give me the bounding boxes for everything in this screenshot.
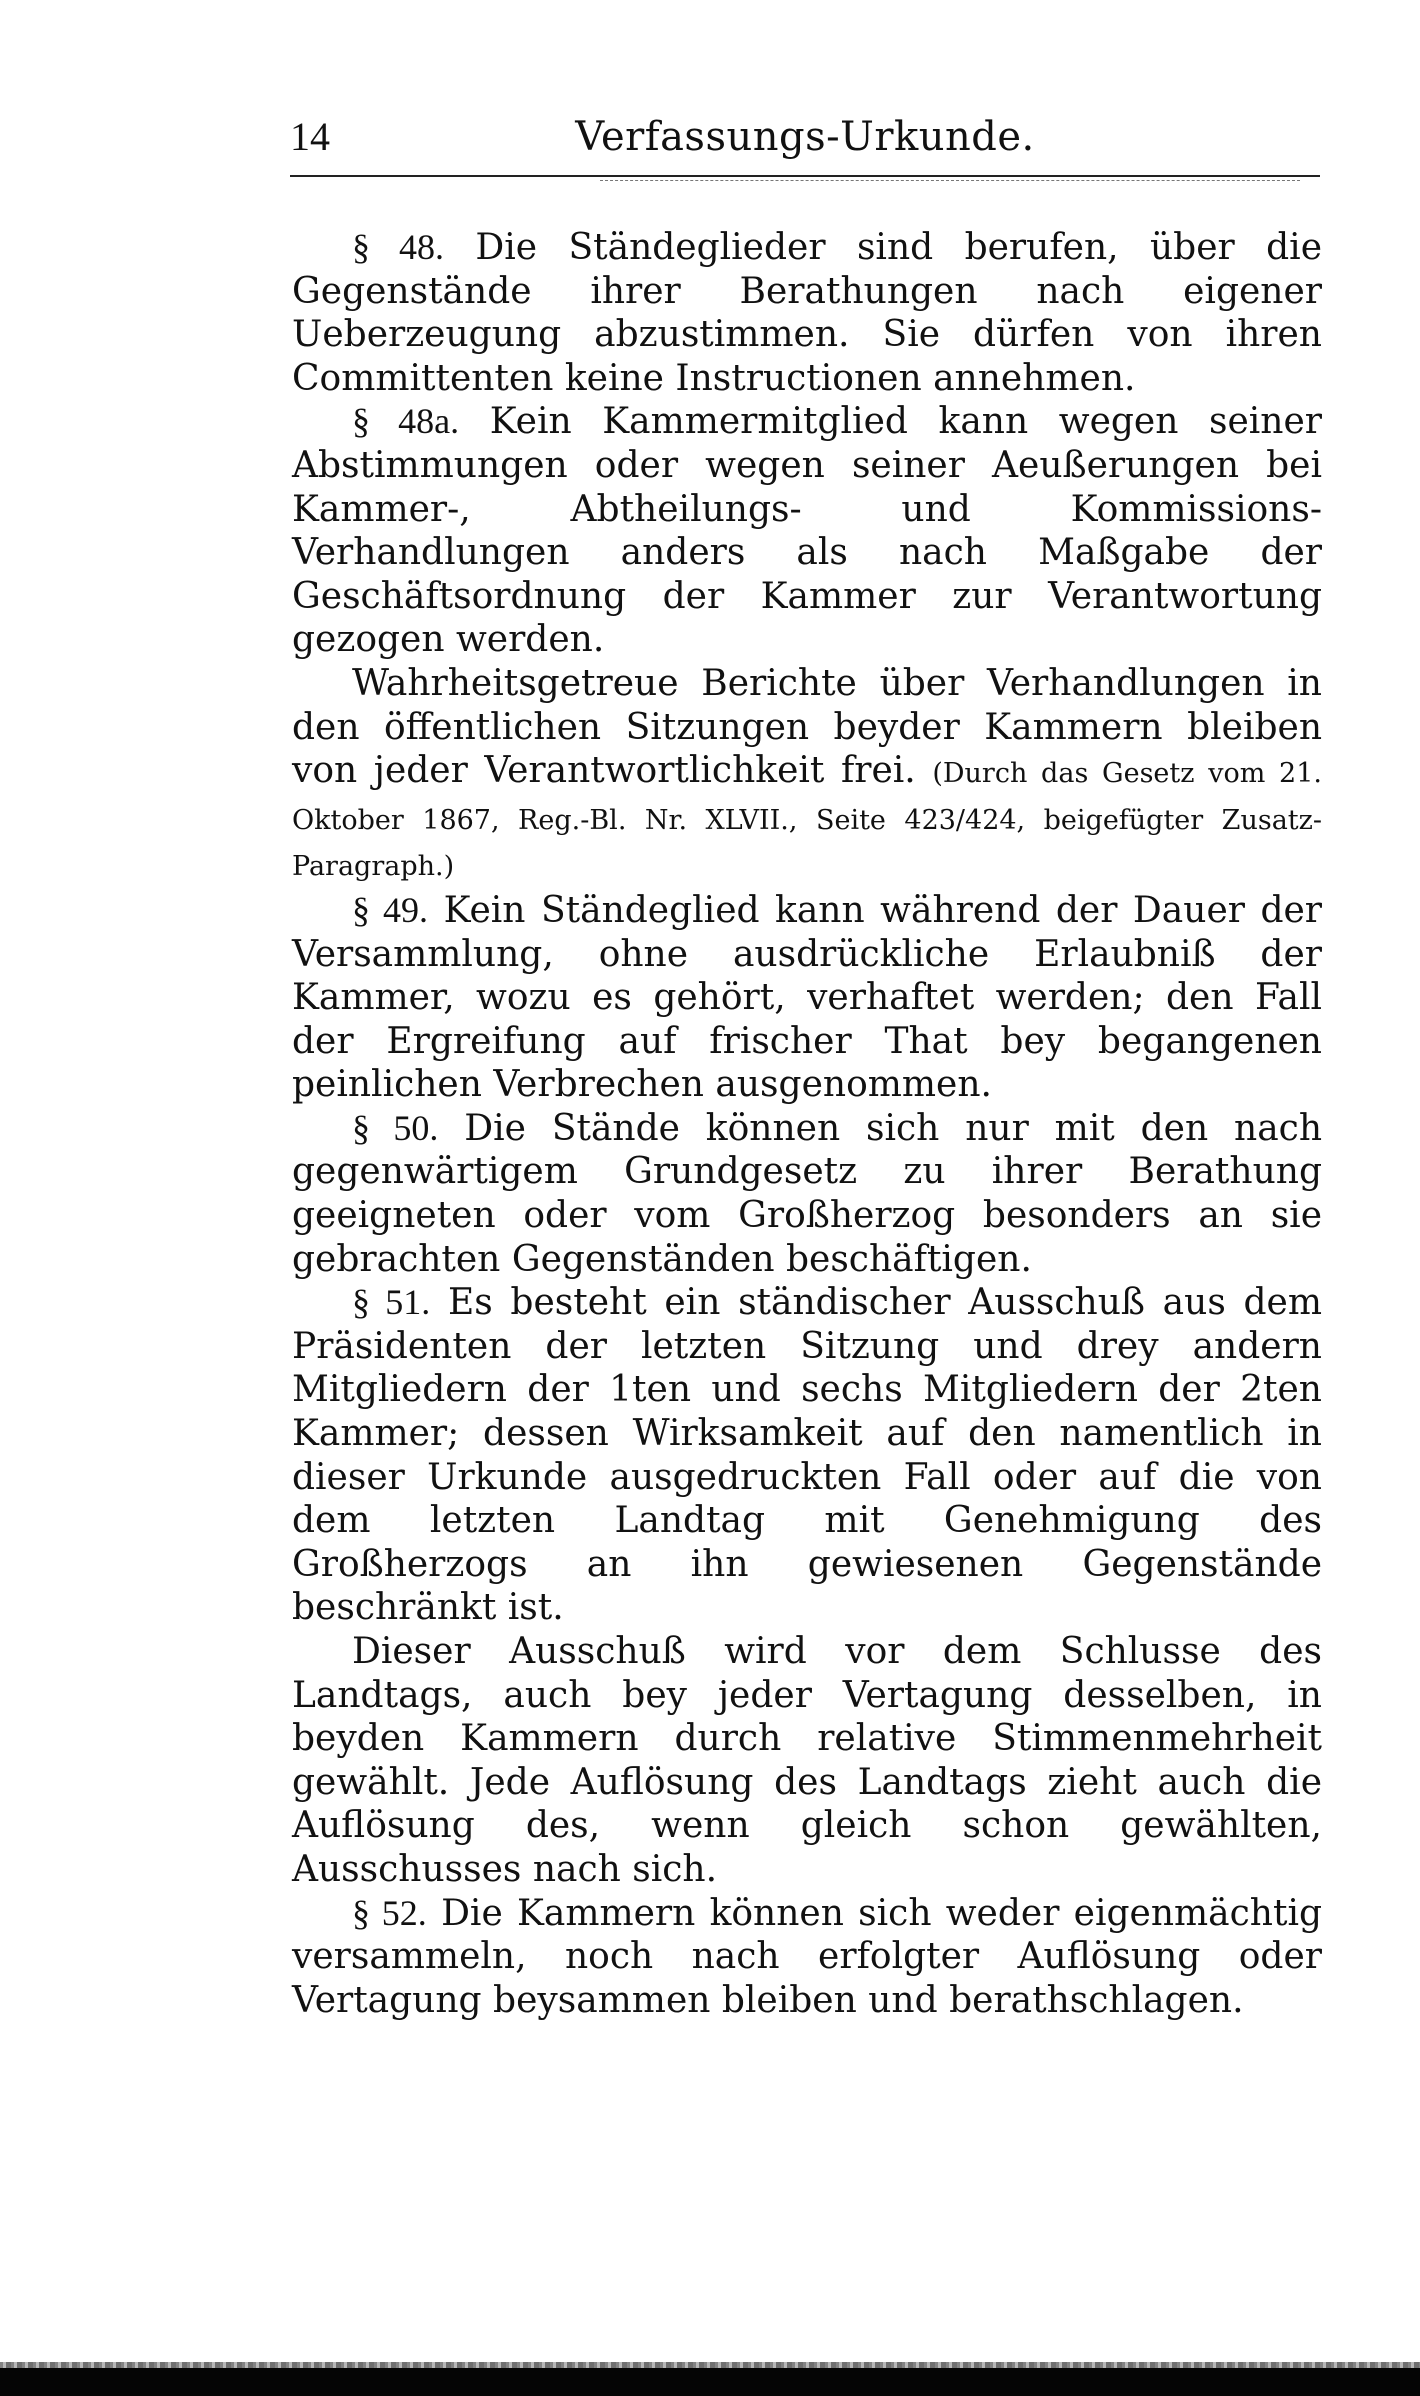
paragraph-49 [292,889,1322,1107]
section-number: § 48. [352,227,444,267]
header-rule-dashed [600,180,1300,181]
scan-edge-bar [0,2368,1420,2396]
paragraph-text: Wahrheitsgetreue Berichte über Verhandlungen in den öffentlichen Sitzungen beyder Kammern bleiben von jeder Verantwortlichkeit frei. [292,662,1322,792]
amendment-note: (Durch das Gesetz vom 21. Oktober 1867, Reg.-Bl. Nr. XLVII., Seite 423/424, beigefügter Zusatz-Paragraph.) [292,758,1322,883]
section-number: § 49. [352,889,429,930]
paragraph-52 [292,1892,1322,2023]
header-rule [290,175,1320,177]
page-number: 14 [290,114,330,159]
paragraph-text: Die Ständeglieder sind berufen, über die Gegenstände ihrer Berathungen nach eigener Ueberzeugung abzustimmen. Sie dürfen von ihren Committenten keine Instructionen annehmen. [292,227,1323,399]
body-text [292,226,1322,2022]
paragraph-48a-continued [292,662,1322,889]
section-number: § 50. [352,1107,439,1148]
paragraph-text: Die Kammern können sich weder eigenmächtig versammeln, noch nach erfolgter Auflösung oder Vertagung beysammen bleiben und berathschlagen. [292,1892,1322,2021]
paragraph-text: Die Stände können sich nur mit den nach gegenwärtigem Grundgesetz zu ihrer Berathung geeigneten oder vom Großherzog besonders an sie gebrachten Gegenständen beschäftigen. [292,1107,1322,1280]
paragraph-text: Kein Ständeglied kann während der Dauer der Versammlung, ohne ausdrückliche Erlaubniß der Kammer, wozu es gehört, verhaftet werden; den Fall der Ergreifung auf frischer That bey begangenen peinlichen Verbrechen ausgenommen. [292,889,1323,1106]
paragraph-51 [292,1281,1322,1630]
running-title: Verfassungs-Urkunde. [575,114,1035,160]
paragraph-text: Kein Kammermitglied kann wegen seiner Abstimmungen oder wegen seiner Aeußerungen bei Kammer-, Abtheilungs- und Kommissions-Verhandlungen anders als nach Maßgabe der Geschäftsordnung der Kammer zur Verantwortung gezogen werden. [292,401,1322,661]
section-number: § 51. [352,1282,431,1323]
section-number: § 48a. [352,401,460,442]
paragraph-text: Dieser Ausschuß wird vor dem Schlusse des Landtags, auch bey jeder Vertagung desselben, in beyden Kammern durch relative Stimmenmehrheit gewählt. Jede Auflösung des Landtags zieht auch die Auflösung des, wenn gleich schon gewählten, Ausschusses nach sich. [292,1631,1322,1890]
section-number: § 52. [352,1892,427,1933]
paragraph-51-continued [292,1630,1322,1892]
paragraph-50 [292,1107,1322,1281]
paragraph-48a [292,400,1322,662]
page-header [290,112,1320,172]
paragraph-text: Es besteht ein ständischer Ausschuß aus dem Präsidenten der letzten Sitzung und drey andern Mitgliedern der 1ten und sechs Mitgliedern der 2ten Kammer; dessen Wirksamkeit auf den namentlich in dieser Urkunde ausgedruckten Fall oder auf die von dem letzten Landtag mit Genehmigung des Großherzogs an ihn gewiesenen Gegenstände beschränkt ist. [292,1282,1322,1629]
paragraph-48 [292,226,1322,400]
